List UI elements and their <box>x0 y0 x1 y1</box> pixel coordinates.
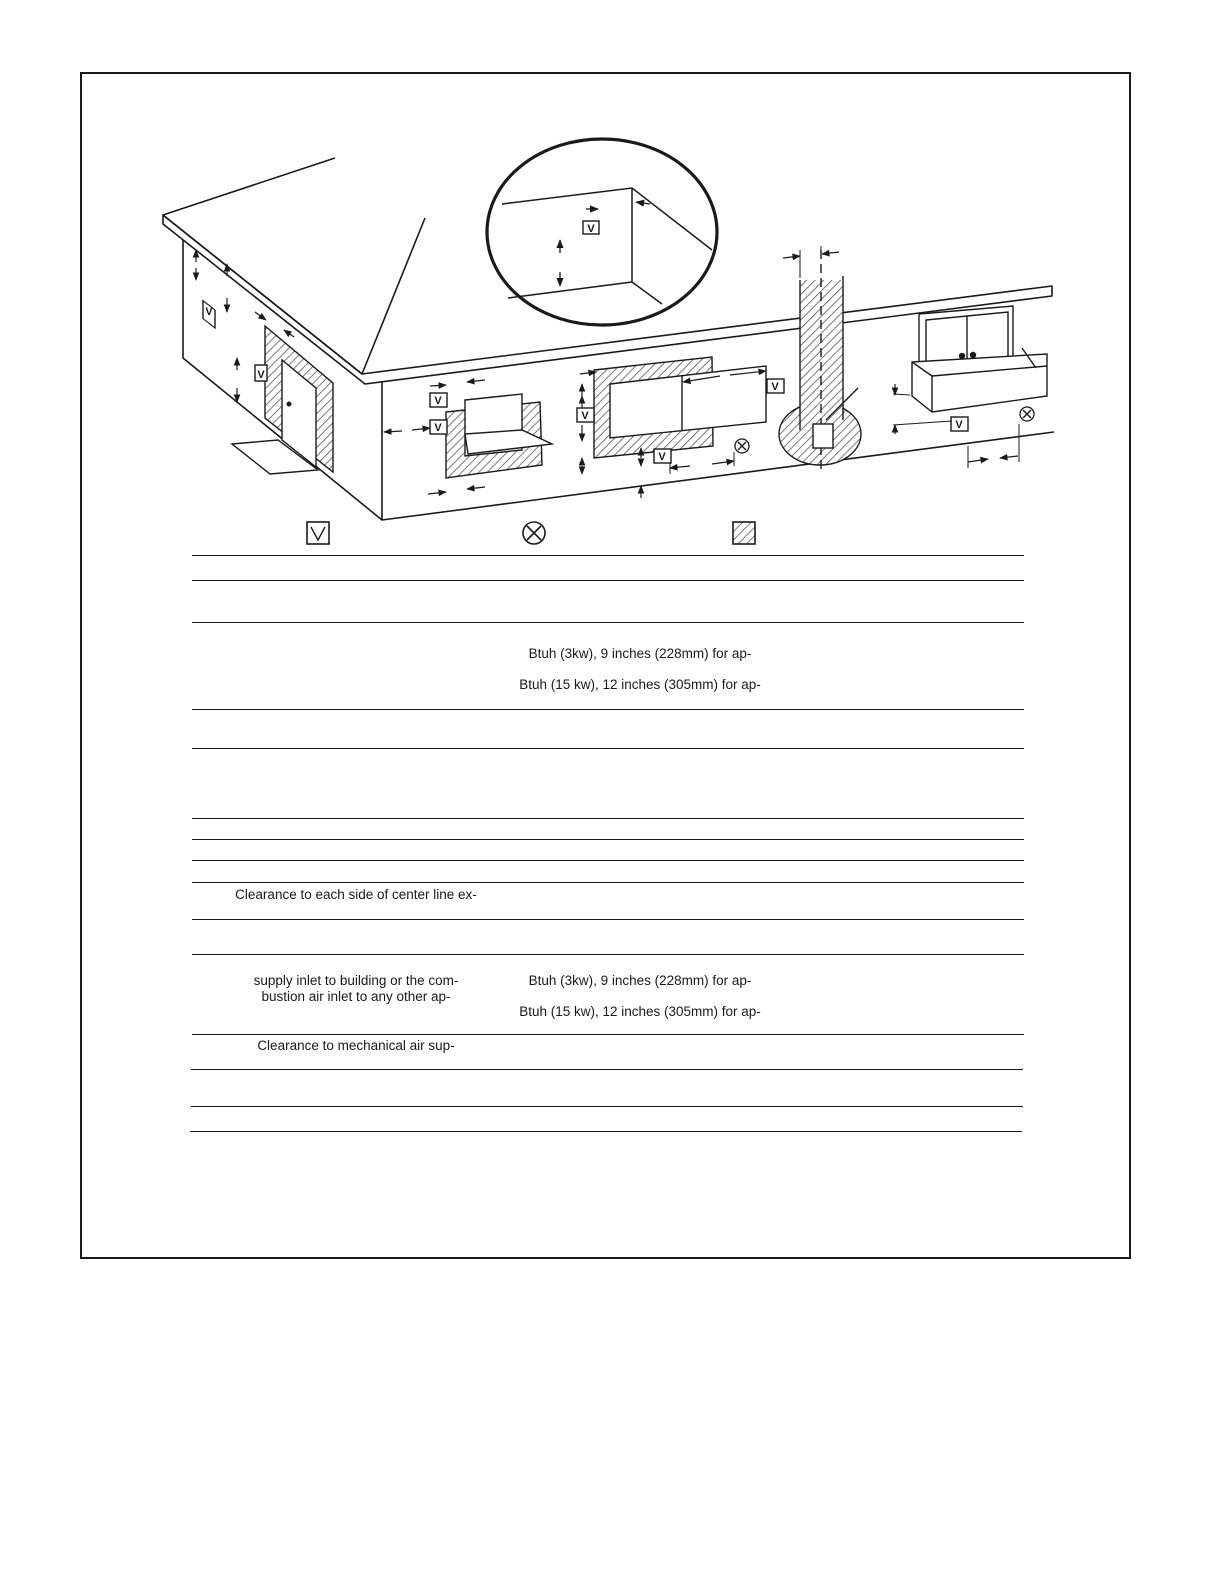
terminal-label: V <box>587 223 595 235</box>
table-rule <box>191 1069 1023 1070</box>
table-cell-col1: Clearance to each side of center line ex- <box>235 887 477 902</box>
terminal-label: V <box>658 451 666 463</box>
table-cell-col1: supply inlet to building or the com- <box>253 973 459 988</box>
table-rule <box>192 555 1024 556</box>
table-rule <box>192 580 1024 581</box>
front-window-3-planter <box>912 306 1047 412</box>
vertical-vent-pipe <box>779 250 861 470</box>
table-rule <box>192 860 1024 861</box>
table-cell-col2: Btuh (3kw), 9 inches (228mm) for ap- <box>528 973 752 988</box>
table-rule <box>192 919 1024 920</box>
table-cell-col2: Btuh (15 kw), 12 inches (305mm) for ap- <box>519 1004 761 1019</box>
legend-vent-terminal-icon <box>307 522 329 544</box>
table-cell-col2: Btuh (15 kw), 12 inches (305mm) for ap- <box>519 677 761 692</box>
table-rule <box>192 1034 1024 1035</box>
legend-hatched-area-icon <box>733 522 755 544</box>
table-rule <box>192 954 1024 955</box>
table-cell-col1: bustion air inlet to any other ap- <box>261 989 451 1004</box>
table-rule <box>192 709 1024 710</box>
air-inlet-right <box>1020 407 1034 421</box>
terminal-label: V <box>581 410 589 422</box>
table-cell-col1: Clearance to mechanical air sup- <box>257 1038 455 1053</box>
table-rule <box>190 1131 1022 1132</box>
table-rule <box>192 748 1024 749</box>
table-rule <box>191 1106 1023 1107</box>
terminal-label: V <box>955 419 963 431</box>
terminal-label: V <box>434 395 442 407</box>
magnified-corner-detail <box>487 139 717 325</box>
table-rule <box>192 818 1024 819</box>
front-window-1 <box>446 394 552 478</box>
air-inlet-front <box>735 439 749 453</box>
roof-ridge-line <box>163 158 335 215</box>
left-wall-door <box>232 326 333 474</box>
terminal-label: V <box>257 369 265 381</box>
table-rule <box>192 622 1024 623</box>
table-cell-col2: Btuh (3kw), 9 inches (228mm) for ap- <box>528 646 752 661</box>
table-rule <box>192 882 1024 883</box>
legend-air-inlet-icon <box>523 522 545 544</box>
terminal-label: V <box>205 306 213 318</box>
terminal-label: V <box>771 381 779 393</box>
table-rule <box>192 839 1024 840</box>
terminal-label: V <box>434 422 442 434</box>
